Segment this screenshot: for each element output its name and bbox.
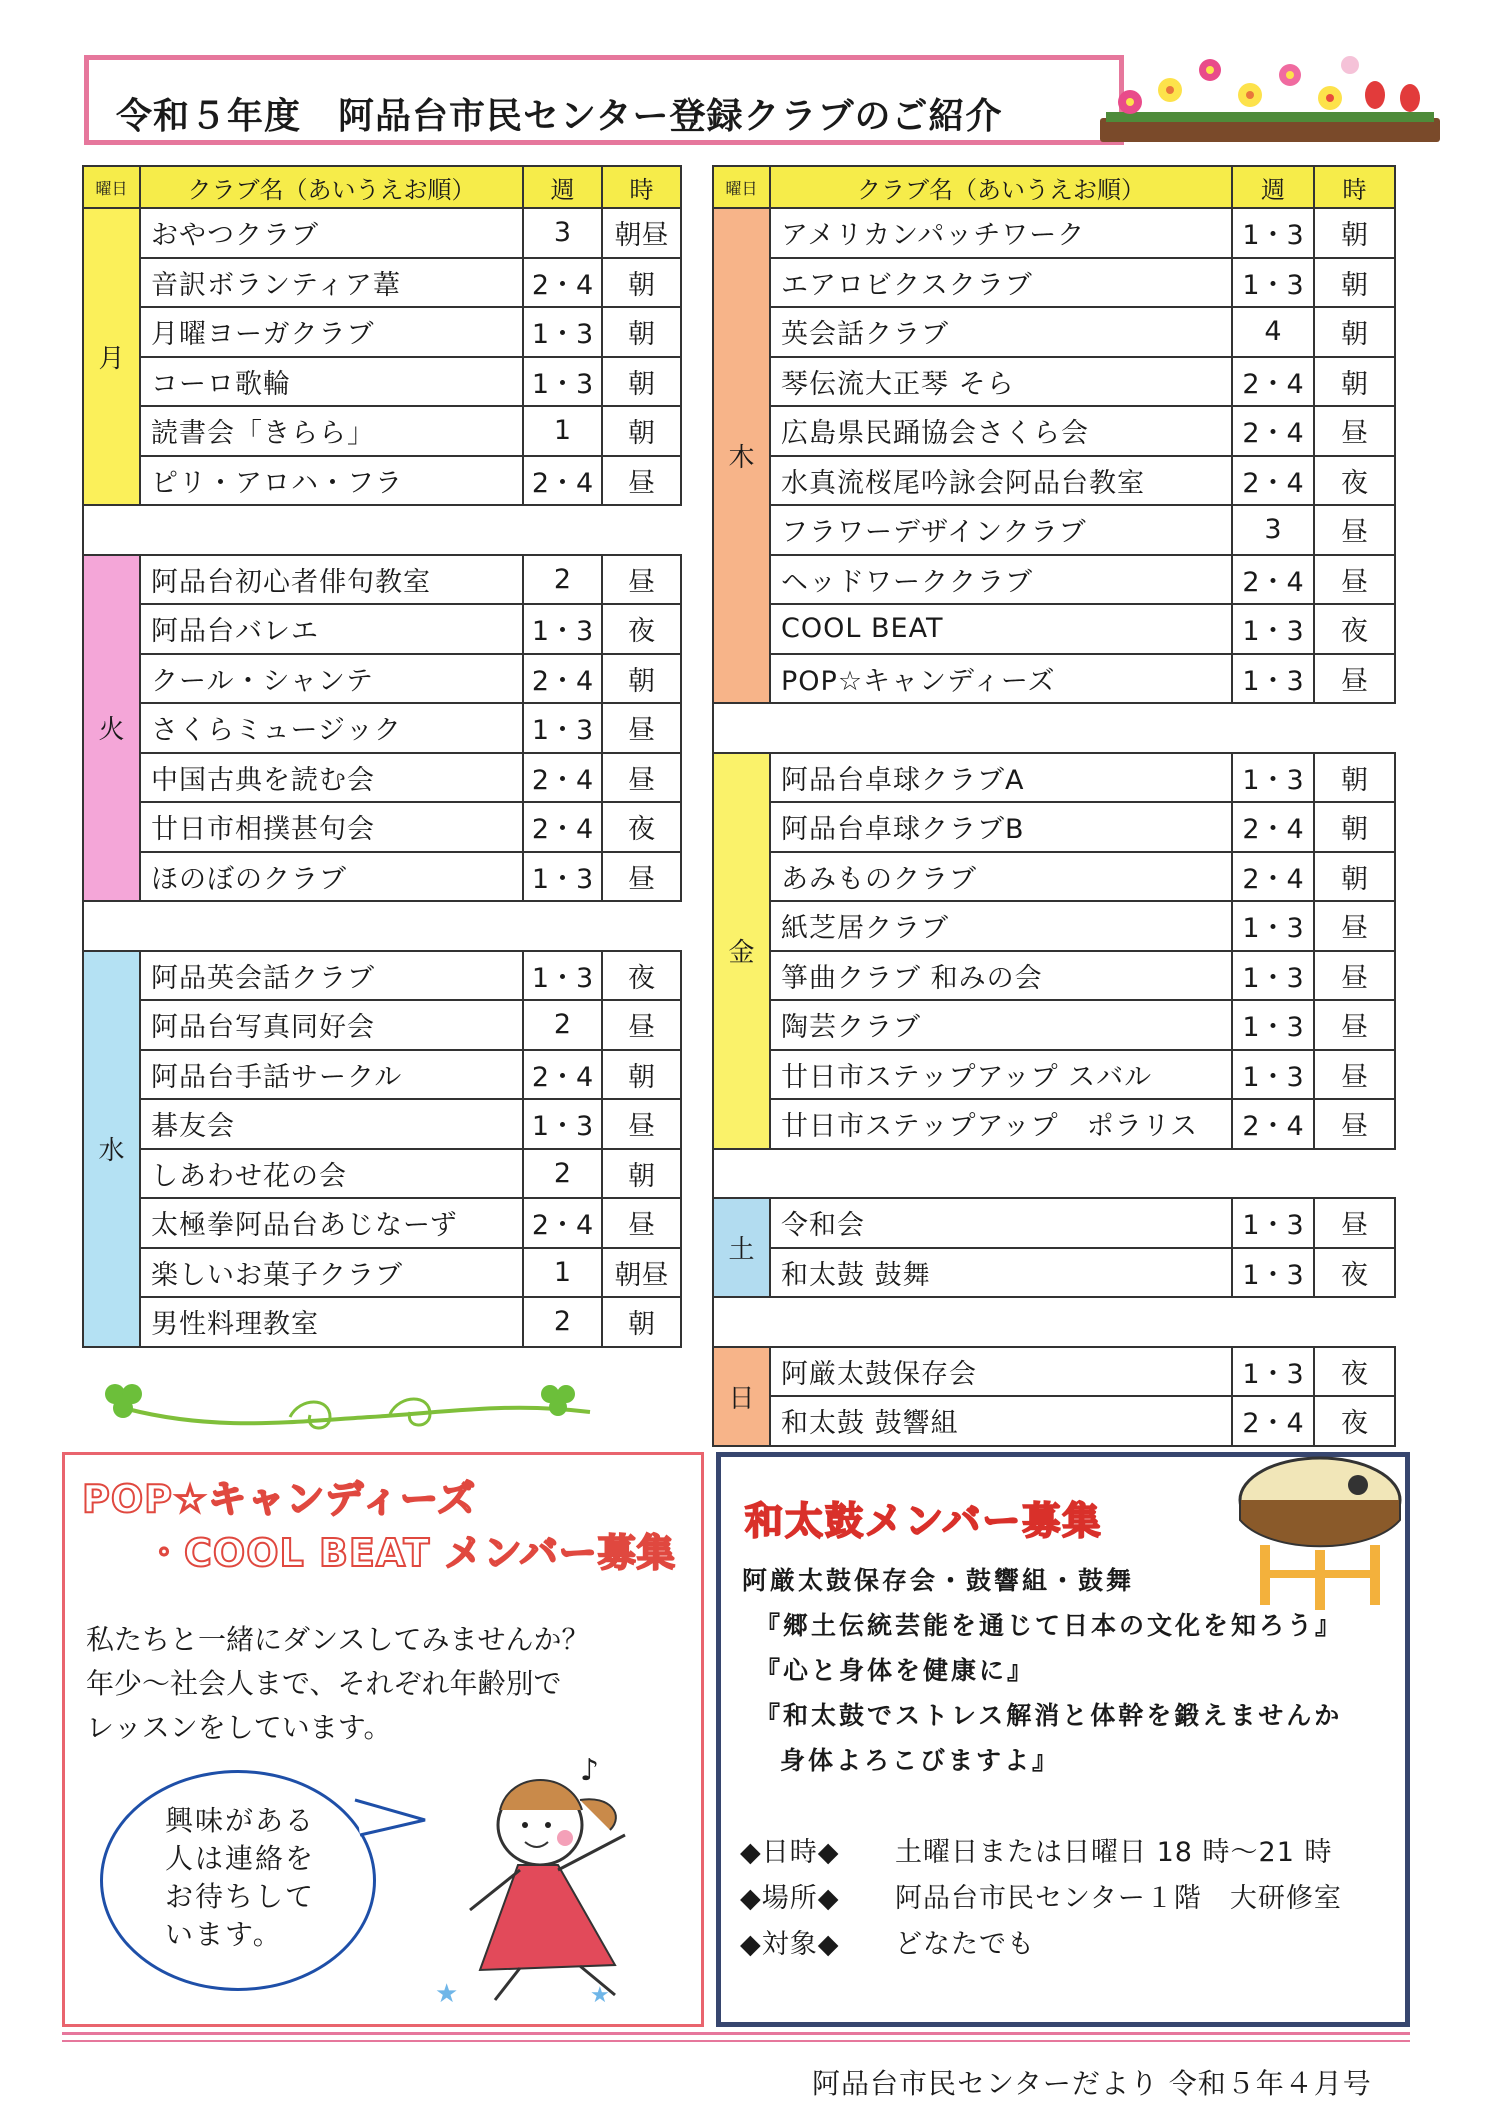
table-row [83,307,681,357]
table-row [713,258,1395,308]
club-name-cell: 廿日市ステップアップ ポラリス [770,1099,1232,1149]
club-name-cell: ピリ・アロハ・フラ [140,456,523,506]
week-cell: 1・3 [523,604,602,654]
table-row [83,1050,681,1100]
club-name-cell: 箏曲クラブ 和みの会 [770,951,1232,1001]
club-name-cell: 碁友会 [140,1099,523,1149]
club-name-cell: 男性料理教室 [140,1297,523,1347]
table-row [83,1149,681,1199]
bubble-line-3: お待ちして [165,1880,316,1913]
week-cell: 2・4 [523,456,602,506]
table-row [83,654,681,704]
flower-decoration [1090,40,1450,155]
club-name-cell: おやつクラブ [140,208,523,258]
club-name-cell: クール・シャンテ [140,654,523,704]
day-cell: 日 [713,1347,770,1446]
time-cell: 昼 [1314,654,1395,704]
taiko-when-label: ◆日時◆ [740,1837,840,1868]
table-row [713,307,1395,357]
table-row [713,1396,1395,1446]
table-row [83,802,681,852]
taiko-quote-4: 身体よろこびますよ』 [780,1746,1061,1775]
club-name-cell: POP☆キャンディーズ [770,654,1232,704]
week-cell: 1・3 [523,357,602,407]
day-cell: 月 [83,208,140,505]
week-cell: 2・4 [523,753,602,803]
time-cell: 朝 [602,1297,681,1347]
table-row [83,357,681,407]
time-cell: 朝 [602,406,681,456]
week-cell: 2 [523,1149,602,1199]
table-row [713,604,1395,654]
club-name-cell: 広島県民踊協会さくら会 [770,406,1232,456]
day-cell: 金 [713,753,770,1149]
week-cell: 2・4 [1232,406,1314,456]
bubble-line-1: 興味がある [165,1804,316,1837]
club-name-cell: 陶芸クラブ [770,1000,1232,1050]
week-cell: 1・3 [1232,753,1314,803]
time-cell: 昼 [1314,1099,1395,1149]
header-day: 曜日 [83,166,140,208]
table-row [713,1050,1395,1100]
time-cell: 朝 [602,1149,681,1199]
dance-recruit-text-3: レッスンをしています。 [86,1711,392,1744]
day-separator-row [713,1297,1395,1347]
week-cell: 2・4 [1232,1396,1314,1446]
week-cell: 1・3 [1232,1050,1314,1100]
time-cell: 夜 [602,951,681,1001]
week-cell: 1・3 [523,951,602,1001]
header-time: 時 [602,166,681,208]
club-name-cell: 阿品台初心者俳句教室 [140,555,523,605]
club-name-cell: 阿品台手話サークル [140,1050,523,1100]
time-cell: 朝 [602,307,681,357]
club-name-cell: 廿日市ステップアップ スバル [770,1050,1232,1100]
table-row [713,1248,1395,1298]
table-row [83,406,681,456]
clover-icon [105,1384,575,1418]
time-cell: 昼 [602,703,681,753]
table-row [83,555,681,605]
club-name-cell: 阿厳太鼓保存会 [770,1347,1232,1397]
table-row [713,357,1395,407]
time-cell: 夜 [1314,456,1395,506]
club-name-cell: フラワーデザインクラブ [770,505,1232,555]
table-row [713,1347,1395,1397]
week-cell: 1・3 [523,307,602,357]
week-cell: 3 [1232,505,1314,555]
dance-recruit-text-2: 年少～社会人まで、それぞれ年齢別で [86,1667,562,1700]
day-separator-row [713,1149,1395,1199]
week-cell: 1・3 [1232,208,1314,258]
time-cell: 夜 [1314,1347,1395,1397]
club-name-cell: 阿品台写真同好会 [140,1000,523,1050]
day-cell: 木 [713,208,770,703]
table-header-row [83,166,681,208]
header-week: 週 [1232,166,1314,208]
club-name-cell: あみものクラブ [770,852,1232,902]
week-cell: 2 [523,555,602,605]
club-name-cell: アメリカンパッチワーク [770,208,1232,258]
speech-bubble-text [165,1802,315,1954]
week-cell: 3 [523,208,602,258]
time-cell: 朝 [1314,357,1395,407]
club-name-cell: コーロ歌輪 [140,357,523,407]
week-cell: 2・4 [1232,852,1314,902]
table-row [83,604,681,654]
table-row [713,555,1395,605]
club-name-cell: 廿日市相撲甚句会 [140,802,523,852]
header-club-name: クラブ名（あいうえお順） [770,166,1232,208]
table-row [713,852,1395,902]
club-name-cell: 令和会 [770,1198,1232,1248]
time-cell: 夜 [602,604,681,654]
time-cell: 昼 [602,1000,681,1050]
svg-text:♪: ♪ [580,1753,600,1788]
taiko-drum-illustration [1210,1445,1405,1615]
week-cell: 2・4 [1232,456,1314,506]
bubble-line-2: 人は連絡を [165,1842,316,1875]
week-cell: 2・4 [523,654,602,704]
dance-recruit-text-1: 私たちと一緒にダンスしてみませんか？ [86,1623,590,1656]
taiko-recruit-title: 和太鼓メンバー募集 [745,1499,1103,1543]
day-cell: 水 [83,951,140,1347]
footer-divider-thin [62,2040,1410,2042]
time-cell: 朝 [1314,753,1395,803]
table-row [713,1099,1395,1149]
time-cell: 朝昼 [602,208,681,258]
week-cell: 1 [523,406,602,456]
club-name-cell: 琴伝流大正琴 そら [770,357,1232,407]
club-name-cell: 和太鼓 鼓舞 [770,1248,1232,1298]
svg-text:★: ★ [590,1983,610,2008]
time-cell: 夜 [1314,604,1395,654]
club-name-cell: エアロビクスクラブ [770,258,1232,308]
svg-text:★: ★ [435,1979,459,2009]
time-cell: 昼 [1314,1050,1395,1100]
club-name-cell: 月曜ヨーガクラブ [140,307,523,357]
time-cell: 昼 [1314,951,1395,1001]
table-row [83,456,681,506]
week-cell: 2 [523,1297,602,1347]
table-row [713,456,1395,506]
week-cell: 1・3 [1232,258,1314,308]
table-header-row [713,166,1395,208]
week-cell: 1・3 [1232,901,1314,951]
table-row [83,951,681,1001]
clover-vine-decoration [90,1372,610,1442]
week-cell: 2・4 [1232,357,1314,407]
week-cell: 1・3 [523,703,602,753]
time-cell: 朝 [1314,208,1395,258]
club-name-cell: ほのぼのクラブ [140,852,523,902]
club-name-cell: 阿品英会話クラブ [140,951,523,1001]
week-cell: 1・3 [523,852,602,902]
week-cell: 1・3 [1232,1347,1314,1397]
header-week: 週 [523,166,602,208]
table-row [713,654,1395,704]
taiko-when: 土曜日または日曜日 18 時～21 時 [895,1837,1333,1868]
table-row [83,1099,681,1149]
club-name-cell: しあわせ花の会 [140,1149,523,1199]
week-cell: 2・4 [523,1050,602,1100]
week-cell: 1・3 [1232,951,1314,1001]
club-name-cell: 紙芝居クラブ [770,901,1232,951]
club-name-cell: 太極拳阿品台あじなーず [140,1198,523,1248]
time-cell: 昼 [602,753,681,803]
day-separator-row [83,901,681,951]
club-name-cell: 英会話クラブ [770,307,1232,357]
week-cell: 2・4 [1232,555,1314,605]
table-row [83,703,681,753]
time-cell: 朝 [1314,802,1395,852]
table-row [83,1248,681,1298]
week-cell: 2・4 [1232,1099,1314,1149]
club-name-cell: 水真流桜尾吟詠会阿品台教室 [770,456,1232,506]
table-row [713,901,1395,951]
club-name-cell: 読書会「きらら」 [140,406,523,456]
time-cell: 朝昼 [602,1248,681,1298]
table-row [713,208,1395,258]
time-cell: 昼 [1314,1198,1395,1248]
dancing-girl-illustration [435,1740,670,2010]
table-row [83,852,681,902]
time-cell: 昼 [602,456,681,506]
day-cell: 火 [83,555,140,902]
bubble-line-4: います。 [165,1918,283,1951]
week-cell: 2・4 [1232,802,1314,852]
club-name-cell: COOL BEAT [770,604,1232,654]
club-name-cell: ヘッドワーククラブ [770,555,1232,605]
table-row [83,1000,681,1050]
time-cell: 朝 [602,1050,681,1100]
week-cell: 1・3 [1232,654,1314,704]
week-cell: 4 [1232,307,1314,357]
taiko-where: 阿品台市民センター１階 大研修室 [895,1883,1342,1914]
taiko-who-label: ◆対象◆ [740,1929,840,1960]
day-cell: 土 [713,1198,770,1297]
time-cell: 昼 [1314,901,1395,951]
club-table-left [82,165,682,1348]
time-cell: 昼 [602,555,681,605]
week-cell: 2・4 [523,802,602,852]
table-row [83,258,681,308]
club-name-cell: 楽しいお菓子クラブ [140,1248,523,1298]
week-cell: 2・4 [523,258,602,308]
page-title: 令和５年度 阿品台市民センター登録クラブのご紹介 [116,96,1003,137]
header-club-name: クラブ名（あいうえお順） [140,166,523,208]
time-cell: 朝 [602,258,681,308]
week-cell: 2・4 [523,1198,602,1248]
week-cell: 1・3 [1232,1000,1314,1050]
time-cell: 昼 [602,1099,681,1149]
taiko-who: どなたでも [895,1929,1035,1960]
time-cell: 朝 [1314,258,1395,308]
time-cell: 朝 [1314,307,1395,357]
time-cell: 朝 [1314,852,1395,902]
table-row [83,208,681,258]
table-row [713,753,1395,803]
time-cell: 昼 [602,852,681,902]
time-cell: 朝 [602,654,681,704]
club-name-cell: さくらミュージック [140,703,523,753]
table-row [83,1198,681,1248]
table-row [83,1297,681,1347]
club-name-cell: 阿品台卓球クラブB [770,802,1232,852]
dance-recruit-title-2: ・COOL BEAT メンバー募集 [145,1531,676,1575]
table-row [713,1000,1395,1050]
footer-text: 阿品台市民センターだより 令和５年４月号 [812,2067,1372,2100]
day-separator-row [713,703,1395,753]
time-cell: 昼 [1314,555,1395,605]
taiko-groups: 阿厳太鼓保存会・鼓響組・鼓舞 [742,1566,1135,1595]
day-separator-row [83,505,681,555]
table-row [713,505,1395,555]
week-cell: 1・3 [1232,1198,1314,1248]
club-name-cell: 阿品台卓球クラブA [770,753,1232,803]
taiko-where-label: ◆場所◆ [740,1883,840,1914]
week-cell: 2 [523,1000,602,1050]
footer-divider [62,2032,1410,2035]
flower-icon [1118,56,1420,114]
club-table-right [712,165,1396,1447]
header-time: 時 [1314,166,1395,208]
time-cell: 夜 [602,802,681,852]
table-row [713,951,1395,1001]
time-cell: 昼 [1314,1000,1395,1050]
week-cell: 1・3 [1232,604,1314,654]
week-cell: 1 [523,1248,602,1298]
time-cell: 夜 [1314,1248,1395,1298]
table-row [713,406,1395,456]
week-cell: 1・3 [523,1099,602,1149]
speech-bubble-tail [355,1790,435,1850]
week-cell: 1・3 [1232,1248,1314,1298]
table-row [713,802,1395,852]
dance-recruit-title-1: POP☆キャンディーズ [82,1477,477,1521]
time-cell: 昼 [1314,406,1395,456]
table-row [83,753,681,803]
club-name-cell: 阿品台バレエ [140,604,523,654]
taiko-quote-1: 『郷土伝統芸能を通じて日本の文化を知ろう』 [755,1611,1344,1640]
time-cell: 昼 [1314,505,1395,555]
table-row [713,1198,1395,1248]
time-cell: 夜 [1314,1396,1395,1446]
time-cell: 朝 [602,357,681,407]
taiko-quote-2: 『心と身体を健康に』 [755,1656,1036,1685]
header-day: 曜日 [713,166,770,208]
taiko-quote-3: 『和太鼓でストレス解消と体幹を鍛えませんか [755,1701,1343,1730]
club-name-cell: 音訳ボランティア葦 [140,258,523,308]
club-name-cell: 和太鼓 鼓響組 [770,1396,1232,1446]
time-cell: 昼 [602,1198,681,1248]
club-name-cell: 中国古典を読む会 [140,753,523,803]
